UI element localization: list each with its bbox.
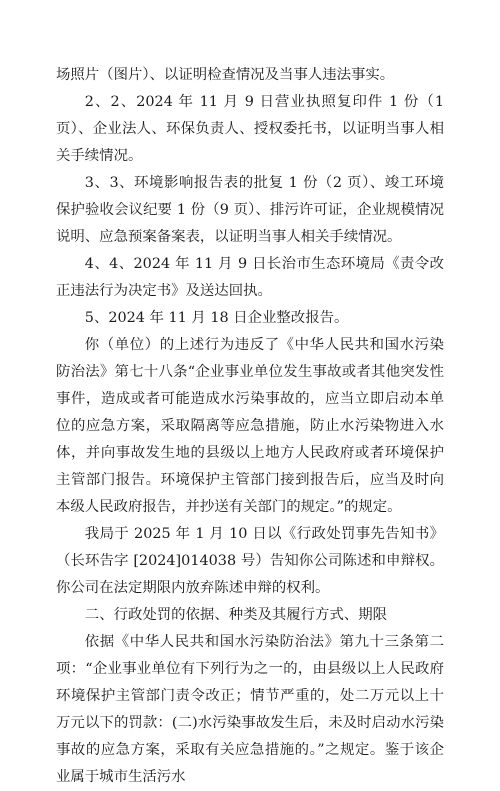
paragraph-evidence-eia-approval: 3、3、环境影响报告表的批复 1 份（2 页）、竣工环境保护验收会议纪要 1 份（9 页）、排污许可证，企业规模情况说明、应急预案备案表，以证明当事人相关手续情况。 (56, 175, 444, 245)
paragraph-evidence-correction-order: 4、4、2024 年 11 月 9 日长治市生态环境局《责令改正违法行为决定书》及送达回执。 (56, 256, 444, 299)
paragraph-legal-basis: 依据《中华人民共和国水污染防治法》第九十三条第二项：“企业事业单位有下列行为之一的，由县级以上人民政府环境保护主管部门责令改正；情节严重的，处二万元以上十万元以下的罚款：(二)水污染事故发生后，未及时启动水污染事故的应急方案，采取有关应急措施的。”之规定。鉴于该企业属于城市生活污水 (56, 634, 444, 785)
paragraph-prior-notice: 我局于 2025 年 1 月 10 日以《行政处罚事先告知书》（长环告字 [2024]014038 号）告知你公司陈述和申辩权。你公司在法定期限内放弃陈述申辩的权利。 (56, 526, 444, 596)
paragraph-evidence-photos: 场照片（图片）、以证明检查情况及当事人违法事实。 (56, 67, 395, 83)
paragraph-evidence-rectification-report: 5、2024 年 11 月 18 日企业整改报告。 (84, 310, 349, 326)
paragraph-violation-statement: 你（单位）的上述行为违反了《中华人民共和国水污染防治法》第七十八条“企业事业单位发生事故或者其他突发性事件，造成或者可能造成水污染事故的，应当立即启动本单位的应急方案，采取隔离等应急措施，防止水污染物进入水体，并向事故发生地的县级以上地方人民政府或者环境保护主管部门报告。环境保护主管部门接到报告后，应当及时向本级人民政府报告，并抄送有关部门的规定。”的规定。 (56, 337, 444, 515)
section-heading-penalty-basis: 二、行政处罚的依据、种类及其履行方式、期限 (84, 607, 388, 623)
paragraph-evidence-business-license: 2、2、2024 年 11 月 9 日营业执照复印件 1 份（1 页）、企业法人、环保负责人、授权委托书，以证明当事人相关手续情况。 (56, 94, 444, 164)
